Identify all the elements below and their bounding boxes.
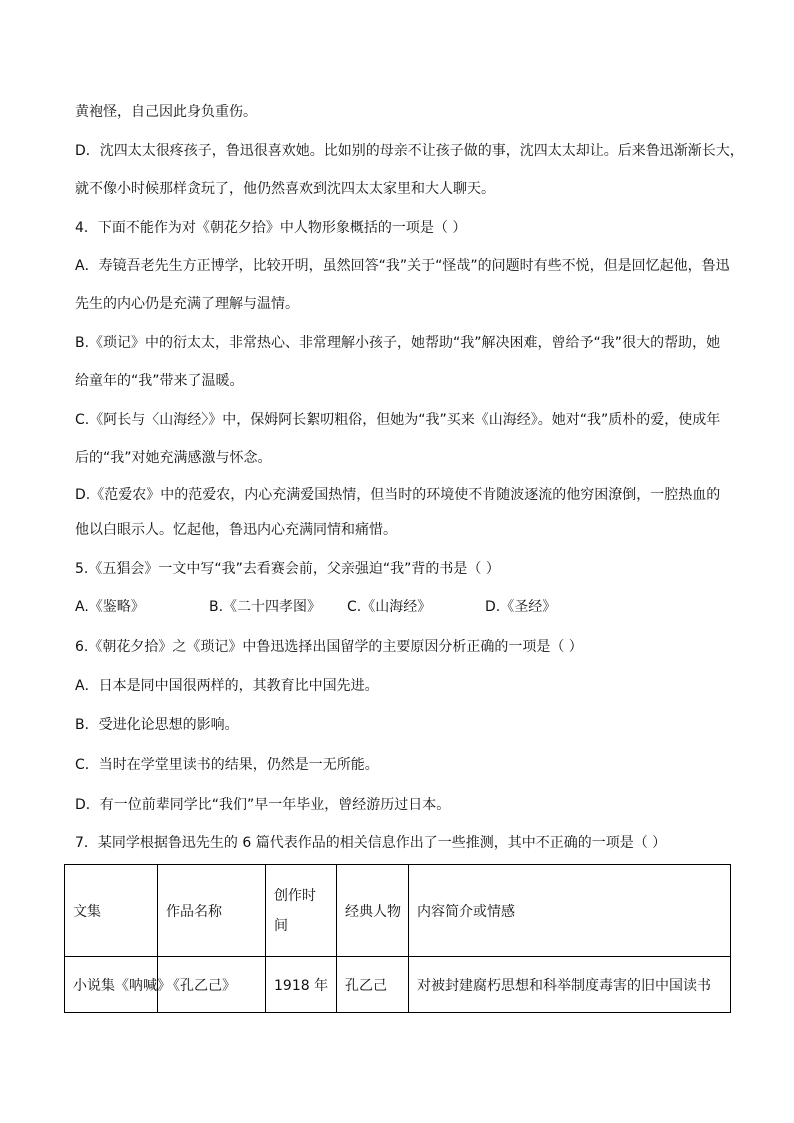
table-header-row bbox=[65, 865, 731, 957]
table-row bbox=[65, 957, 731, 1013]
q4-option-b-line-2: 给童年的“我”带来了温暖。 bbox=[75, 373, 244, 389]
q3-option-d-line-2: 就不像小时候那样贪玩了，他仍然喜欢到沈四太太家里和大人聊天。 bbox=[75, 181, 495, 197]
q3-option-c-continuation: 黄袍怪，自己因此身负重伤。 bbox=[75, 104, 257, 120]
q5-option-d: D.《圣经》 bbox=[485, 599, 557, 615]
q5-option-b: B.《二十四孝图》 bbox=[209, 599, 322, 615]
table-cell: 1918 年 bbox=[266, 957, 337, 1013]
question-5-stem: 5.《五猖会》一文中写“我”去看赛会前，父亲强迫“我”背的书是（ ） bbox=[75, 561, 500, 577]
table-cell: 对被封建腐朽思想和科举制度毒害的旧中国读书 bbox=[409, 957, 731, 1013]
works-info-table bbox=[64, 864, 731, 1013]
table-header-cell: 作品名称 bbox=[158, 865, 266, 957]
q4-option-a-line-1: A．寿镜吾老先生方正博学，比较开明，虽然回答“我”关于“怪哉”的问题时有些不悦，但是回忆起他，鲁迅 bbox=[75, 258, 730, 274]
question-6-stem: 6.《朝花夕拾》之《琐记》中鲁迅选择出国留学的主要原因分析正确的一项是（ ） bbox=[75, 639, 583, 655]
q6-option-b: B．受进化论思想的影响。 bbox=[75, 717, 239, 733]
q6-option-c: C．当时在学堂里读书的结果，仍然是一无所能。 bbox=[75, 757, 379, 773]
question-7-stem: 7．某同学根据鲁迅先生的 6 篇代表作品的相关信息作出了一些推测，其中不正确的一项是（ ） bbox=[75, 835, 667, 851]
table-header-cell: 创作时间 bbox=[266, 865, 337, 957]
table-header-cell: 内容简介或情感 bbox=[409, 865, 731, 957]
q4-option-d-line-2: 他以白眼示人。忆起他，鲁迅内心充满同情和痛惜。 bbox=[75, 522, 397, 538]
table-cell: 孔乙己 bbox=[337, 957, 409, 1013]
q6-option-a: A．日本是同中国很两样的，其教育比中国先进。 bbox=[75, 678, 379, 694]
q4-option-a-line-2: 先生的内心仍是充满了理解与温情。 bbox=[75, 296, 299, 312]
q4-option-d-line-1: D.《范爱农》中的范爱农，内心充满爱国热情，但当时的环境使不肯随波逐流的他穷困潦倒，一腔热血的 bbox=[75, 487, 721, 503]
table-header-cell: 经典人物 bbox=[337, 865, 409, 957]
question-4-stem: 4．下面不能作为对《朝花夕拾》中人物形象概括的一项是（ ） bbox=[75, 220, 467, 236]
q4-option-c-line-2: 后的“我”对她充满感激与怀念。 bbox=[75, 450, 272, 466]
q5-option-a: A.《鉴略》 bbox=[75, 599, 145, 615]
q6-option-d: D．有一位前辈同学比“我们”早一年毕业，曾经游历过日本。 bbox=[75, 797, 451, 813]
table-cell: 《孔乙己》 bbox=[158, 957, 266, 1013]
q5-options bbox=[75, 597, 735, 617]
q5-option-c: C.《山海经》 bbox=[347, 599, 432, 615]
q3-option-d-line-1: D．沈四太太很疼孩子，鲁迅很喜欢她。比如别的母亲不让孩子做的事，沈四太太却让。后来鲁迅渐渐长大， bbox=[75, 143, 744, 159]
q4-option-c-line-1: C.《阿长与〈山海经〉》中，保姆阿长絮叨粗俗，但她为“我”买来《山海经》。她对“我”质朴的爱，使成年 bbox=[75, 412, 721, 428]
table-header-cell: 文集 bbox=[65, 865, 158, 957]
q4-option-b-line-1: B.《琐记》中的衍太太，非常热心、非常理解小孩子，她帮助“我”解决困难，曾给予“我”很大的帮助，她 bbox=[75, 335, 721, 351]
table-cell: 小说集《呐喊》 bbox=[65, 957, 158, 1013]
